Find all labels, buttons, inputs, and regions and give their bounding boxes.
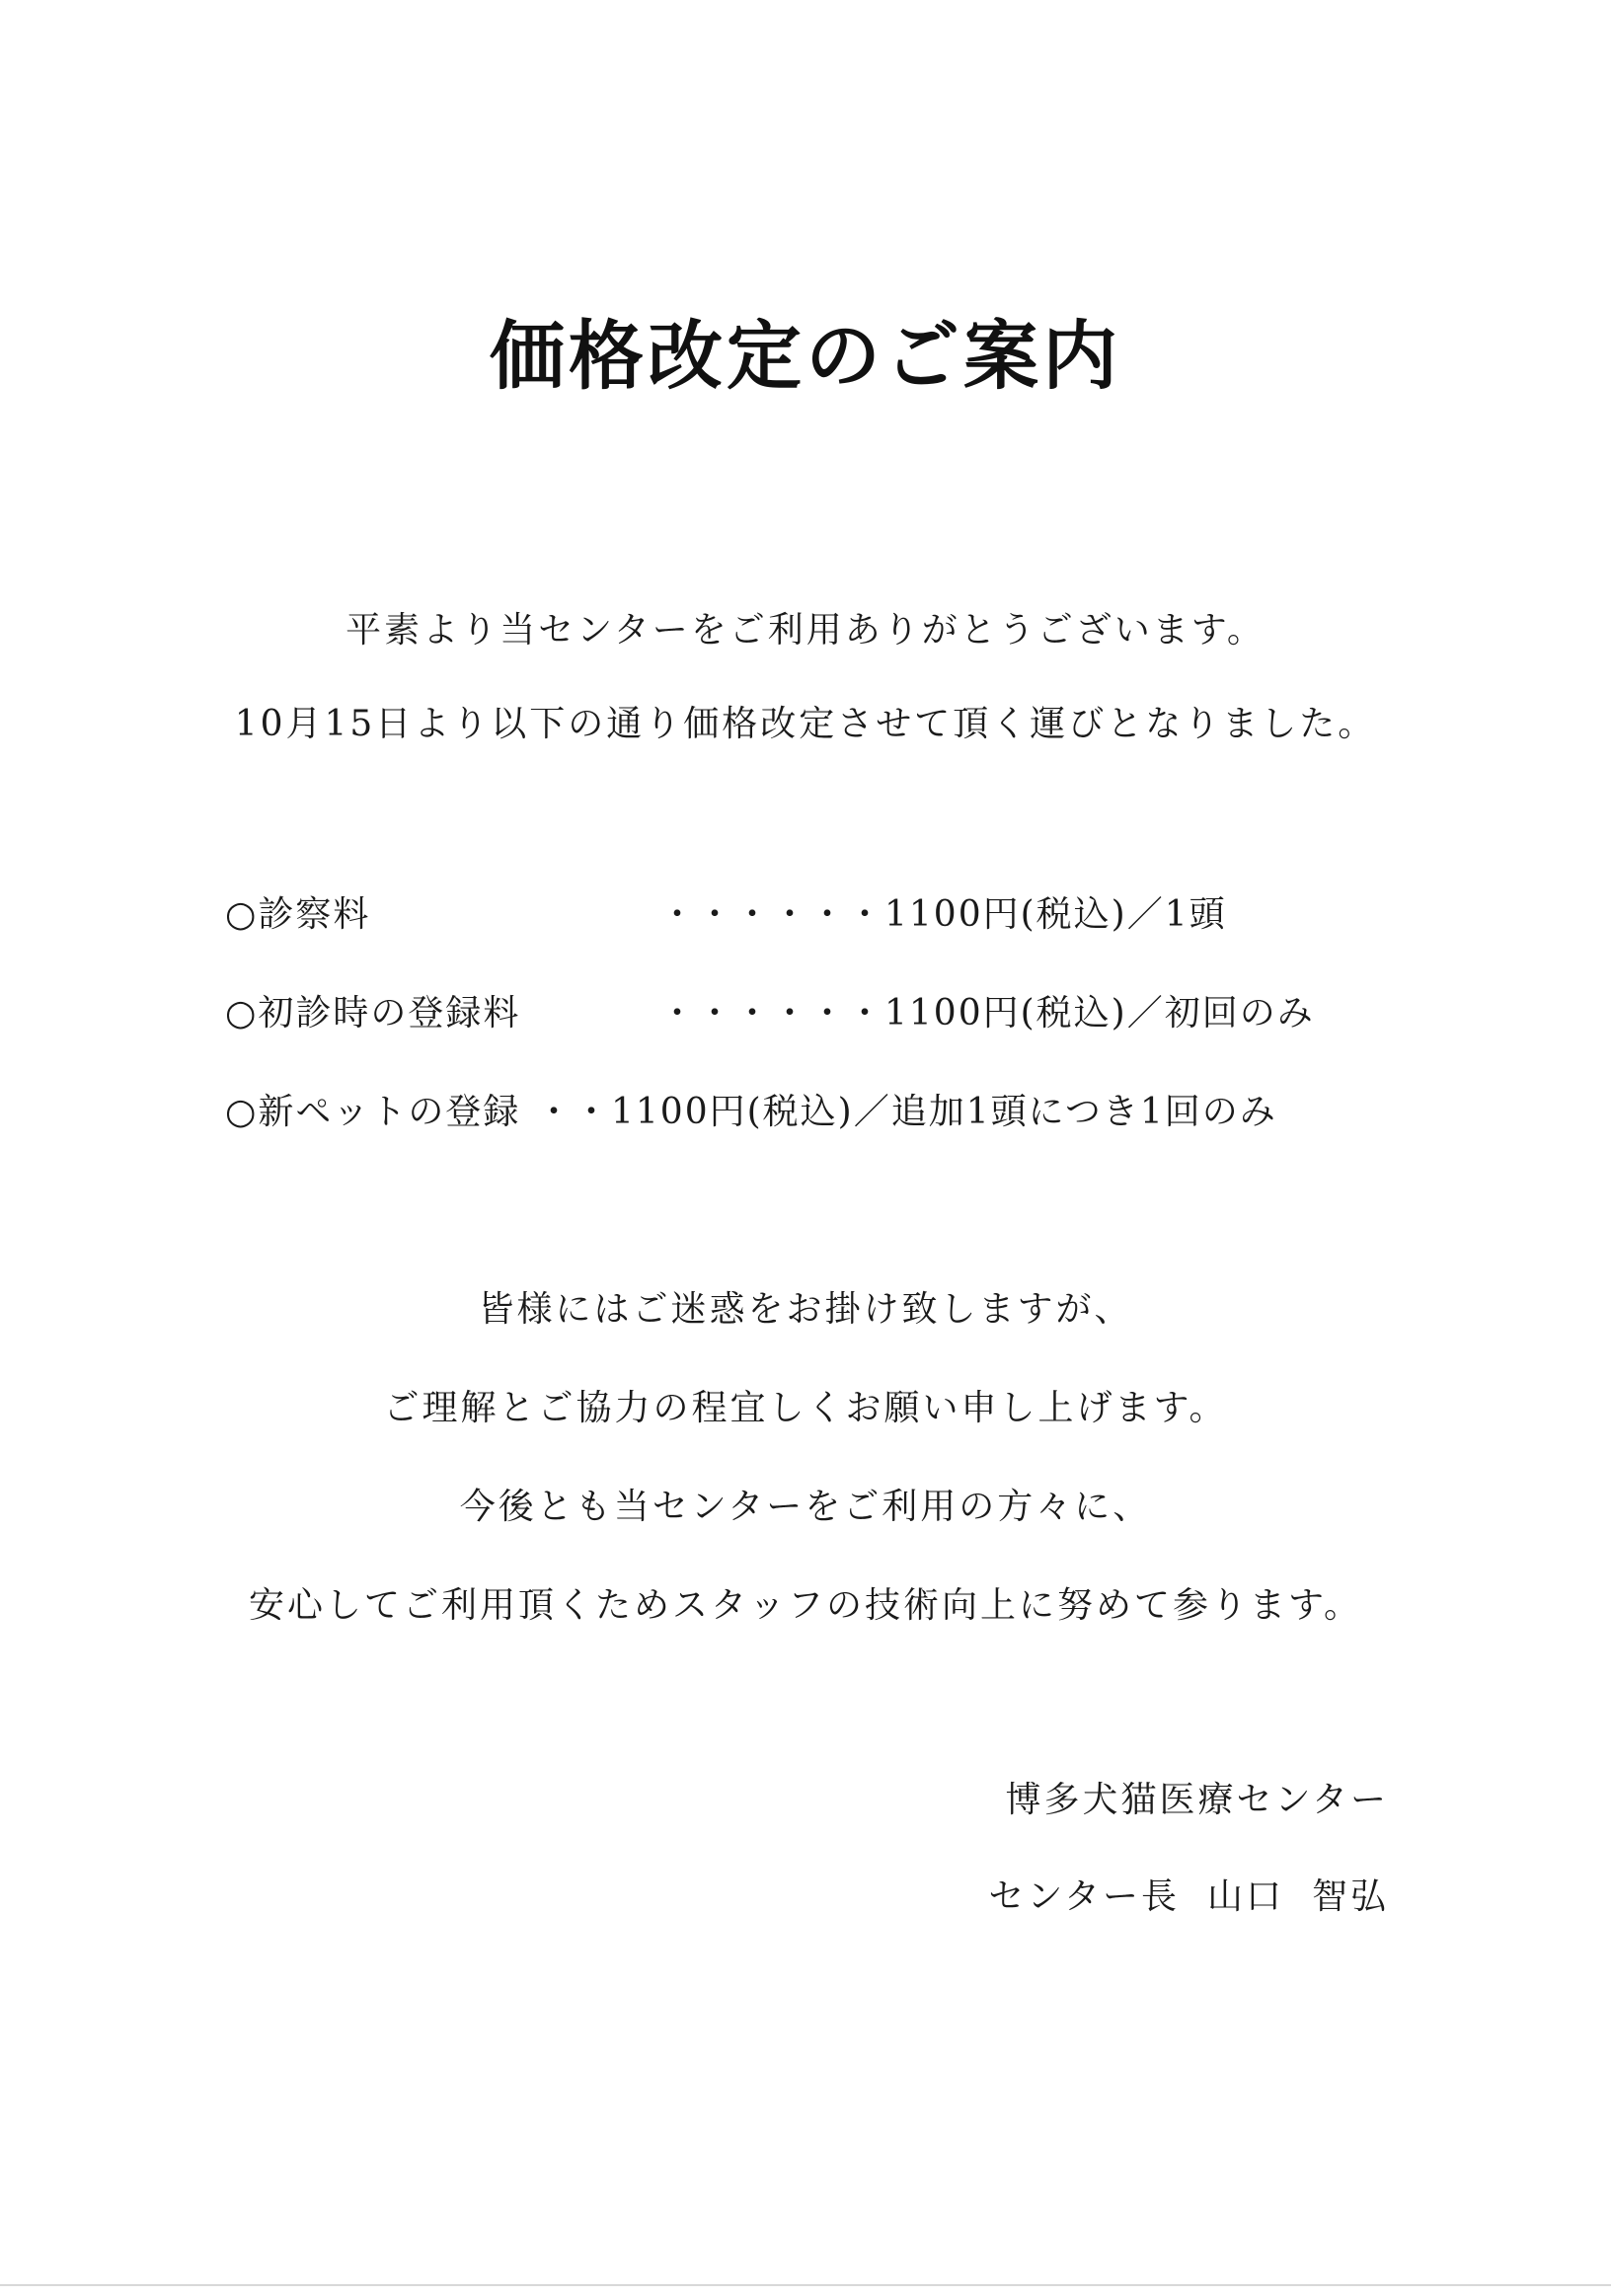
signature-family-name: 山口 xyxy=(1206,1876,1284,1917)
signature-name xyxy=(988,1869,1389,1919)
price-label: ○新ペットの登録 xyxy=(225,1092,521,1132)
signature-position: センター長 xyxy=(988,1876,1180,1917)
closing-line-4: 安心してご利用頂くためスタッフの技術向上に努めて参ります。 xyxy=(248,1585,1363,1626)
scan-edge-divider xyxy=(0,2284,1611,2286)
price-detail: ・・・・・・1100円(税込)／初回のみ xyxy=(659,993,1315,1033)
signature-organization: 博多犬猫医療センター xyxy=(1005,1780,1389,1820)
price-detail: ・・・・・・1100円(税込)／1頭 xyxy=(659,894,1227,935)
closing-line-3: 今後とも当センターをご利用の方々に、 xyxy=(459,1487,1152,1527)
price-label: ○初診時の登録料 xyxy=(225,993,521,1033)
page-title: 価格改定のご案内 xyxy=(490,312,1121,400)
closing-line-2: ご理解とご協力の程宜しくお願い申し上げます。 xyxy=(383,1388,1228,1428)
closing-line-1: 皆様にはご迷惑をお掛け致しますが、 xyxy=(478,1289,1133,1330)
intro-line-2: 10月15日より以下の通り価格改定させて頂く運びとなりました。 xyxy=(234,704,1377,744)
price-label: ○診察料 xyxy=(225,894,371,935)
intro-line-1: 平素より当センターをご利用ありがとうございます。 xyxy=(345,610,1266,651)
signature-given-name: 智弘 xyxy=(1311,1876,1389,1917)
price-detail: ・・1100円(税込)／追加1頭につき1回のみ xyxy=(536,1092,1277,1132)
